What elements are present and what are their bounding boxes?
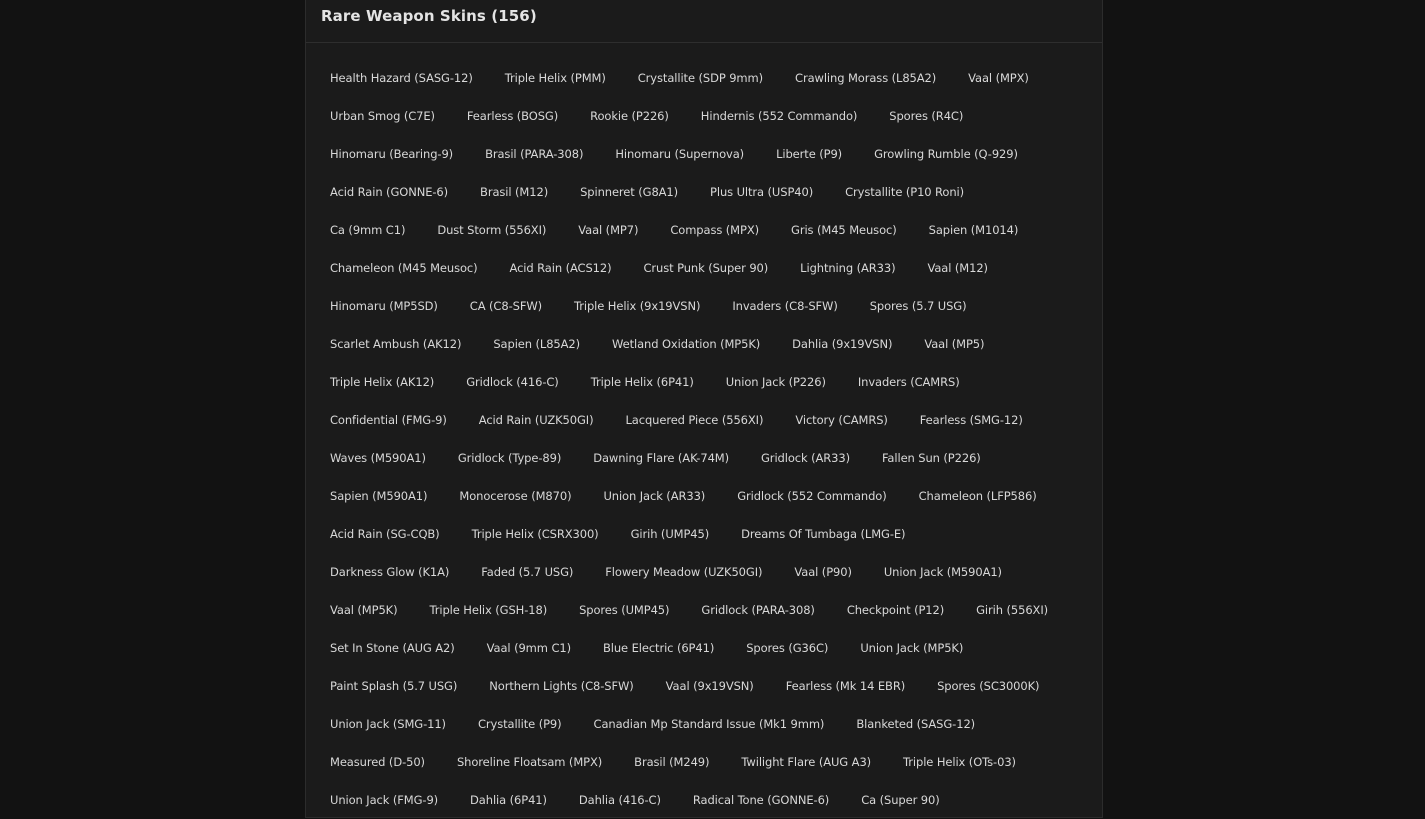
- skin-row: [330, 667, 1066, 705]
- skin-row: [330, 325, 1066, 363]
- skin-item[interactable]: Radical Tone (GONNE-6): [692, 793, 830, 807]
- skin-item[interactable]: Northern Lights (C8-SFW): [489, 679, 634, 693]
- skin-item[interactable]: Spores (UMP45): [579, 603, 670, 617]
- skin-item[interactable]: Dawning Flare (AK-74M): [593, 451, 729, 465]
- skin-row: [330, 173, 1066, 211]
- skin-item[interactable]: Brasil (M249): [634, 755, 710, 769]
- skin-item[interactable]: Girih (UMP45): [630, 527, 710, 541]
- panel-title: Rare Weapon Skins (156): [321, 7, 537, 25]
- skin-item[interactable]: Acid Rain (UZK50GI): [478, 413, 594, 427]
- skin-row: [330, 591, 1066, 629]
- skin-item[interactable]: Urban Smog (C7E): [330, 109, 435, 123]
- skin-item[interactable]: Girih (556XI): [976, 603, 1048, 617]
- skin-item[interactable]: Acid Rain (ACS12): [509, 261, 612, 275]
- skin-item[interactable]: Crystallite (P9): [477, 717, 562, 731]
- skin-item[interactable]: Dahlia (416-C): [578, 793, 661, 807]
- skin-row: [330, 249, 1066, 287]
- skin-item[interactable]: Hinomaru (Supernova): [615, 147, 745, 161]
- skin-item[interactable]: Union Jack (SMG-11): [330, 717, 446, 731]
- skin-item[interactable]: Triple Helix (GSH-18): [429, 603, 548, 617]
- skin-row: [330, 705, 1066, 743]
- skin-item[interactable]: Triple Helix (6P41): [590, 375, 694, 389]
- skin-item[interactable]: Vaal (P90): [794, 565, 852, 579]
- skin-item[interactable]: Hinomaru (MP5SD): [330, 299, 438, 313]
- skin-item[interactable]: Vaal (MP5): [924, 337, 985, 351]
- skin-row: [330, 287, 1066, 325]
- skin-item[interactable]: Spores (R4C): [889, 109, 964, 123]
- skin-item[interactable]: CA (C8-SFW): [469, 299, 543, 313]
- skin-item[interactable]: Fearless (BOSG): [466, 109, 559, 123]
- skin-row: [330, 781, 1066, 819]
- skin-item[interactable]: Triple Helix (OTs-03): [903, 755, 1016, 769]
- skin-item[interactable]: Hinomaru (Bearing-9): [330, 147, 454, 161]
- skin-item[interactable]: Gridlock (552 Commando): [737, 489, 887, 503]
- skin-item[interactable]: Vaal (MP7): [578, 223, 639, 237]
- skin-row: [330, 135, 1066, 173]
- skin-item[interactable]: Growling Rumble (Q-929): [874, 147, 1018, 161]
- skin-item[interactable]: Invaders (C8-SFW): [732, 299, 838, 313]
- skin-item[interactable]: Spores (G36C): [746, 641, 829, 655]
- skin-item[interactable]: Acid Rain (SG-CQB): [330, 527, 440, 541]
- skin-item[interactable]: Union Jack (M590A1): [883, 565, 1002, 579]
- skin-row: [330, 553, 1066, 591]
- skin-item[interactable]: Triple Helix (9x19VSN): [574, 299, 701, 313]
- skin-row: [330, 629, 1066, 667]
- skin-item[interactable]: Vaal (MPX): [968, 71, 1029, 85]
- skin-row: [330, 59, 1066, 97]
- skin-item[interactable]: Triple Helix (CSRX300): [471, 527, 599, 541]
- skin-item[interactable]: Gris (M45 Meusoc): [791, 223, 897, 237]
- skin-item[interactable]: Triple Helix (PMM): [504, 71, 606, 85]
- skin-item[interactable]: Chameleon (LFP586): [918, 489, 1037, 503]
- skin-item[interactable]: Vaal (9mm C1): [486, 641, 571, 655]
- skin-list: [306, 43, 1066, 819]
- skin-item[interactable]: Vaal (M12): [927, 261, 988, 275]
- skin-item[interactable]: Crystallite (SDP 9mm): [637, 71, 764, 85]
- skin-row: [330, 515, 1066, 553]
- skin-item[interactable]: Acid Rain (GONNE-6): [330, 185, 449, 199]
- skin-item[interactable]: Dahlia (9x19VSN): [792, 337, 893, 351]
- skin-item[interactable]: Spinneret (G8A1): [580, 185, 679, 199]
- skin-item[interactable]: Wetland Oxidation (MP5K): [612, 337, 761, 351]
- skin-item[interactable]: Blue Electric (6P41): [602, 641, 715, 655]
- skin-item[interactable]: Flowery Meadow (UZK50GI): [605, 565, 763, 579]
- skin-item[interactable]: Hindernis (552 Commando): [700, 109, 858, 123]
- skin-item[interactable]: Twilight Flare (AUG A3): [741, 755, 872, 769]
- skin-item[interactable]: Fallen Sun (P226): [881, 451, 981, 465]
- skin-row: [330, 477, 1066, 515]
- skin-item[interactable]: Plus Ultra (USP40): [710, 185, 814, 199]
- skin-item[interactable]: Liberte (P9): [776, 147, 843, 161]
- skin-item[interactable]: Union Jack (MP5K): [860, 641, 964, 655]
- skin-item[interactable]: Sapien (L85A2): [493, 337, 581, 351]
- skin-item[interactable]: Union Jack (FMG-9): [330, 793, 439, 807]
- skin-item[interactable]: Dust Storm (556XI): [437, 223, 547, 237]
- skin-item[interactable]: Crawling Morass (L85A2): [795, 71, 937, 85]
- skin-item[interactable]: Scarlet Ambush (AK12): [330, 337, 462, 351]
- skin-item[interactable]: Ca (9mm C1): [330, 223, 406, 237]
- skin-row: [330, 401, 1066, 439]
- skin-item[interactable]: Sapien (M590A1): [330, 489, 428, 503]
- skin-item[interactable]: Blanketed (SASG-12): [856, 717, 976, 731]
- skin-item[interactable]: Union Jack (P226): [725, 375, 826, 389]
- skin-row: [330, 97, 1066, 135]
- skin-item[interactable]: Vaal (9x19VSN): [665, 679, 754, 693]
- skin-item[interactable]: Shoreline Floatsam (MPX): [456, 755, 603, 769]
- skin-item[interactable]: Brasil (PARA-308): [485, 147, 584, 161]
- skin-item[interactable]: Crust Punk (Super 90): [643, 261, 769, 275]
- skin-item[interactable]: Spores (5.7 USG): [869, 299, 967, 313]
- skin-item[interactable]: Gridlock (Type-89): [457, 451, 562, 465]
- skin-item[interactable]: Lacquered Piece (556XI): [625, 413, 764, 427]
- skin-item[interactable]: Paint Splash (5.7 USG): [330, 679, 458, 693]
- skin-item[interactable]: Chameleon (M45 Meusoc): [330, 261, 478, 275]
- skin-row: [330, 743, 1066, 781]
- skin-item[interactable]: Brasil (M12): [480, 185, 549, 199]
- skin-item[interactable]: Fearless (Mk 14 EBR): [785, 679, 906, 693]
- skin-item[interactable]: Faded (5.7 USG): [481, 565, 574, 579]
- skin-item[interactable]: Measured (D-50): [330, 755, 425, 769]
- skin-item[interactable]: Vaal (MP5K): [330, 603, 398, 617]
- skin-item[interactable]: Crystallite (P10 Roni): [845, 185, 965, 199]
- skin-item[interactable]: Canadian Mp Standard Issue (Mk1 9mm): [593, 717, 825, 731]
- skin-item[interactable]: Gridlock (416-C): [466, 375, 559, 389]
- skin-item[interactable]: Dreams Of Tumbaga (LMG-E): [741, 527, 906, 541]
- skin-item[interactable]: Checkpoint (P12): [846, 603, 945, 617]
- skin-item[interactable]: Health Hazard (SASG-12): [330, 71, 473, 85]
- skin-item[interactable]: Sapien (M1014): [928, 223, 1019, 237]
- skin-item[interactable]: Rookie (P226): [590, 109, 669, 123]
- skin-item[interactable]: Gridlock (AR33): [761, 451, 850, 465]
- skin-item[interactable]: Gridlock (PARA-308): [701, 603, 815, 617]
- skin-item[interactable]: Spores (SC3000K): [937, 679, 1040, 693]
- skin-item[interactable]: Union Jack (AR33): [603, 489, 706, 503]
- skin-item[interactable]: Dahlia (6P41): [470, 793, 547, 807]
- skin-item[interactable]: Victory (CAMRS): [795, 413, 888, 427]
- skin-row: [330, 363, 1066, 401]
- skin-item[interactable]: Set In Stone (AUG A2): [330, 641, 455, 655]
- skin-item[interactable]: Confidential (FMG-9): [330, 413, 447, 427]
- skin-row: [330, 211, 1066, 249]
- skin-row: [330, 439, 1066, 477]
- skin-item[interactable]: Invaders (CAMRS): [857, 375, 960, 389]
- skin-item[interactable]: Compass (MPX): [670, 223, 760, 237]
- skin-item[interactable]: Darkness Glow (K1A): [330, 565, 450, 579]
- skin-item[interactable]: Lightning (AR33): [800, 261, 896, 275]
- rare-weapon-skins-panel: [305, 0, 1103, 818]
- panel-header: [306, 0, 1102, 43]
- skin-item[interactable]: Waves (M590A1): [330, 451, 426, 465]
- skin-item[interactable]: Ca (Super 90): [861, 793, 940, 807]
- skin-item[interactable]: Fearless (SMG-12): [919, 413, 1023, 427]
- skin-item[interactable]: Triple Helix (AK12): [330, 375, 435, 389]
- skin-item[interactable]: Monocerose (M870): [459, 489, 572, 503]
